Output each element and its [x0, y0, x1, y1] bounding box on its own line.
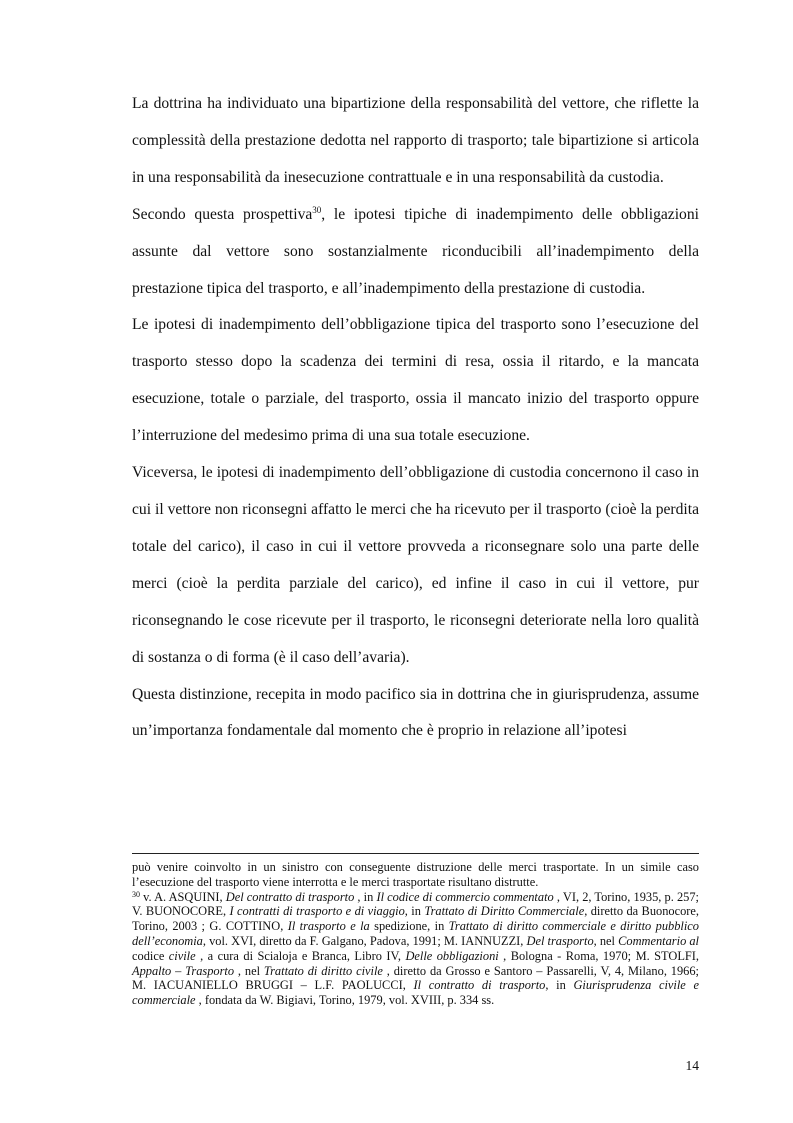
citation-title: Il contratto di trasporto: [413, 978, 546, 993]
footnote-number: 30: [132, 889, 140, 899]
footnote-separator: [132, 853, 699, 854]
footnote-text: , in: [354, 889, 377, 904]
footnote-text: v. A. ASQUINI,: [140, 889, 226, 904]
footnote-text: , diretto da Buonocore, Torino, 2003 ; G. COTTINO,: [132, 904, 700, 934]
citation-title: Trattato di diritto civile: [263, 963, 383, 978]
citation-title: I contratti di trasporto e di viaggio: [229, 904, 405, 919]
paragraph-custody-nonperformance: Viceversa, le ipotesi di inadempimento dell’obbligazione di custodia concernono il caso in cui il vettore non riconsegni affatto le merci che ha ricevuto per il trasporto (cioè la perdita totale del carico), il caso in cui il vettore provveda a riconsegnare solo una parte delle merci (cioè la perdita parziale del carico), ed infine il caso in cui il vettore, pur riconsegnando le cose ricevute per il trasporto, le riconsegni deteriorate nella loro qualità di sostanza o di forma (è il caso dell’avaria).: [132, 464, 699, 666]
footnote-text: , nel: [234, 963, 264, 978]
footnote-text: , fondata da W. Bigiavi, Torino, 1979, vol. XVIII, p. 334 ss.: [195, 993, 495, 1008]
citation-title: Trattato di Diritto Commerciale: [424, 904, 585, 919]
footnote-text: , vol. XVI, diretto da F. Galgano, Padova, 1991; M. IANNUZZI,: [202, 933, 527, 948]
citation-title: Giurisprudenza civile e commerciale: [132, 978, 699, 1008]
footnote-text: , a cura di Scialoja e Branca, Libro IV,: [195, 948, 406, 963]
paragraph-perspective: [132, 197, 699, 308]
footnote-text: , in: [545, 978, 574, 993]
paragraph-distinction: Questa distinzione, recepita in modo pacifico sia in dottrina che in giurisprudenza, assume un’importanza fondamentale dal momento che è proprio in relazione all’ipotesi: [132, 685, 699, 740]
page-number: 14: [685, 1058, 699, 1073]
footnote-text: , in: [404, 904, 425, 919]
citation-title: Commentario al: [618, 933, 700, 948]
citation-title: Trattato di diritto commerciale e diritto pubblico dell’economia: [132, 919, 700, 948]
paragraph-responsibility-bipartition: La dottrina ha individuato una bipartizione della responsabilità del vettore, che riflette la complessità della prestazione dedotta nel rapporto di trasporto; tale bipartizione si articola in una responsabilità da inesecuzione contrattuale e in una responsabilità da custodia.: [132, 95, 699, 186]
footnote-30: [132, 890, 699, 1008]
citation-title: Delle obbligazioni: [405, 948, 499, 963]
citation-title: civile: [168, 948, 196, 963]
body-text: [132, 86, 699, 750]
citation-title: Appalto – Trasporto: [132, 963, 235, 978]
citation-title: Il codice di commercio commentato: [376, 889, 554, 904]
footnote-text: , VI, 2, Torino, 1935, p. 257; V. BUONOCORE,: [132, 889, 699, 919]
footnote-continuation: può venire coinvolto in un sinistro con conseguente distruzione delle merci trasportate. In un simile caso l’esecuzione del trasporto viene interrotta e le merci trasportate risultano distrutte.: [132, 860, 699, 889]
footnotes: [132, 860, 699, 1008]
citation-title: Del trasporto: [526, 933, 594, 948]
footnote-reference[interactable]: 30: [312, 204, 322, 215]
citation-title: Il trasporto e la: [287, 919, 370, 934]
footnote-text: , diretto da Grosso e Santoro – Passarelli, V, 4, Milano, 1966; M. IACUANIELLO BRUGGI – L.F. PAOLUCCI,: [132, 963, 700, 993]
footnote-text: , nel: [593, 933, 619, 948]
paragraph-text: Secondo questa prospettiva: [132, 205, 313, 223]
paragraph-text: , le ipotesi tipiche di inadempimento delle obbligazioni assunte dal vettore sono sostanzialmente riconducibili all’inadempimento della prestazione tipica del trasporto, e all’inadempimento della prestazione di custodia.: [132, 205, 699, 297]
citation-title: Del contratto di trasporto: [225, 889, 355, 904]
footnote-text: codice: [132, 948, 169, 963]
paragraph-transport-nonperformance: Le ipotesi di inadempimento dell’obbligazione tipica del trasporto sono l’esecuzione del trasporto stesso dopo la scadenza dei termini di resa, ossia il ritardo, e la mancata esecuzione, totale o parziale, del trasporto, ossia il mancato inizio del trasporto oppure l’interruzione del medesimo prima di una sua totale esecuzione.: [132, 316, 699, 445]
footnote-text: spedizione, in: [369, 919, 449, 934]
footnote-text: , Bologna - Roma, 1970; M. STOLFI,: [498, 948, 700, 963]
